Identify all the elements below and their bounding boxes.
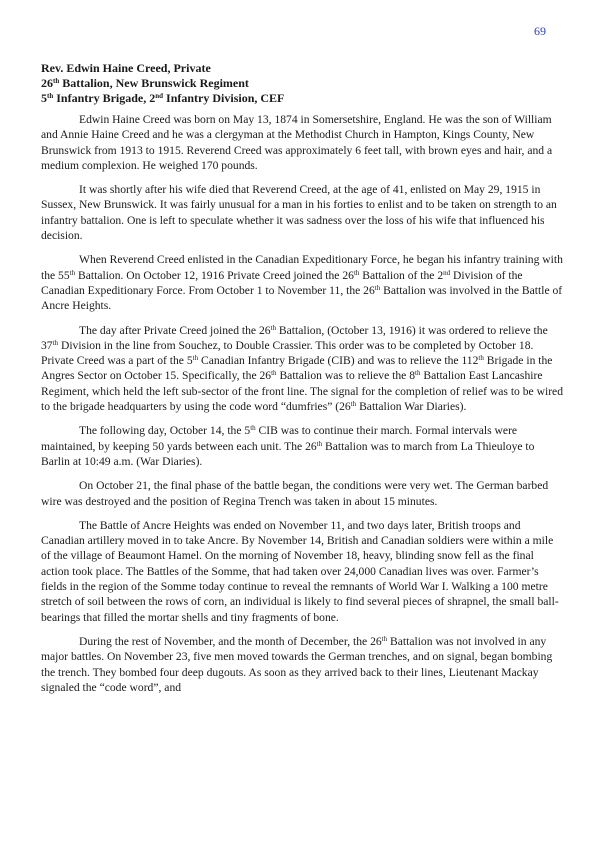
heading-battalion: 26th Battalion, New Brunswick Regiment bbox=[41, 76, 249, 90]
page-number: 69 bbox=[534, 24, 546, 38]
paragraph-ancre-heights: The Battle of Ancre Heights was ended on November 11, and two days later, British troops and Canadian artillery moved in to take Ancre. By November 14, British and Canadian soldiers were within a mile of the village of Beaumont Hamel. On the morning of November 18, heavy, blinding snow fell as the final action took place. The Battles of the Somme, that had taken over 24,000 Canadian lives was over. Farmer’s fields in the region of the Somme today continue to reveal the remnants of World War I. Walking a 100 metre stretch of soil between the rows of corn, an individual is likely to find several pieces of shrapnel, the small ball-bearings that filled the mortar shells and tiny fragments of bone. bbox=[41, 518, 559, 624]
heading-brigade: 5th Infantry Brigade, 2nd Infantry Division, CEF bbox=[41, 91, 285, 105]
paragraph-november-december: During the rest of November, and the month of December, the 26th Battalion was not involved in any major battles. On November 23, five men moved towards the German trenches, and on signal, began bombing the trench. They bombed four deep dugouts. As soon as they arrived back to their lines, Lieutenant Mackay signaled the “code word”, and bbox=[41, 634, 553, 694]
paragraph-enlistment: It was shortly after his wife died that Reverend Creed, at the age of 41, enlisted on May 29, 1915 in Sussex, New Brunswick. It was fairly unusual for a man in his forties to enlist and to be taken on strength to an infantry battalion. One is left to speculate whether it was sadness over the loss of his wife that influenced his decision. bbox=[41, 183, 557, 243]
paragraph-march: The following day, October 14, the 5th CIB was to continue their march. Formal intervals were maintained, by keeping 50 yards between each unit. The 26th Battalion was to march from La Thieuloye to Barlin at 10:49 a.m. (War Diaries). bbox=[41, 424, 535, 468]
article-body bbox=[41, 112, 563, 704]
paragraph-relief-orders: The day after Private Creed joined the 26th Battalion, (October 13, 1916) it was ordered to relieve the 37th Division in the line from Souchez, to Double Crassier. This order was to be completed by October 18. Private Creed was a part of the 5th Canadian Infantry Brigade (CIB) and was to relieve the 112th Brigade in the Angres Sector on October 15. Specifically, the 26th Battalion was to relieve the 8th Battalion East Lancashire Regiment, which held the left sub-sector of the front line. The signal for the completion of relief was to be wired to the brigade headquarters by using the code word “dumfries” (26th Battalion War Diaries). bbox=[41, 323, 563, 414]
heading-title: Rev. Edwin Haine Creed, Private bbox=[41, 61, 211, 75]
paragraph-training: When Reverend Creed enlisted in the Canadian Expeditionary Force, he began his infantry training with the 55th Battalion. On October 12, 1916 Private Creed joined the 26th Battalion of the 2nd Division of the Canadian Expeditionary Force. From October 1 to November 11, the 26th Battalion was involved in the Battle of Ancre Heights. bbox=[41, 253, 563, 313]
article-heading bbox=[41, 61, 284, 106]
paragraph-final-phase: On October 21, the final phase of the battle began, the conditions were very wet. The German barbed wire was destroyed and the position of Regina Trench was taken in about 15 minutes. bbox=[41, 479, 549, 508]
paragraph-birth: Edwin Haine Creed was born on May 13, 1874 in Somersetshire, England. He was the son of William and Annie Haine Creed and he was a clergyman at the Methodist Church in Hampton, Kings County, New Brunswick from 1913 to 1915. Reverend Creed was approximately 6 feet tall, with brown eyes and hair, and a medium complexion. He weighed 170 pounds. bbox=[41, 113, 553, 172]
